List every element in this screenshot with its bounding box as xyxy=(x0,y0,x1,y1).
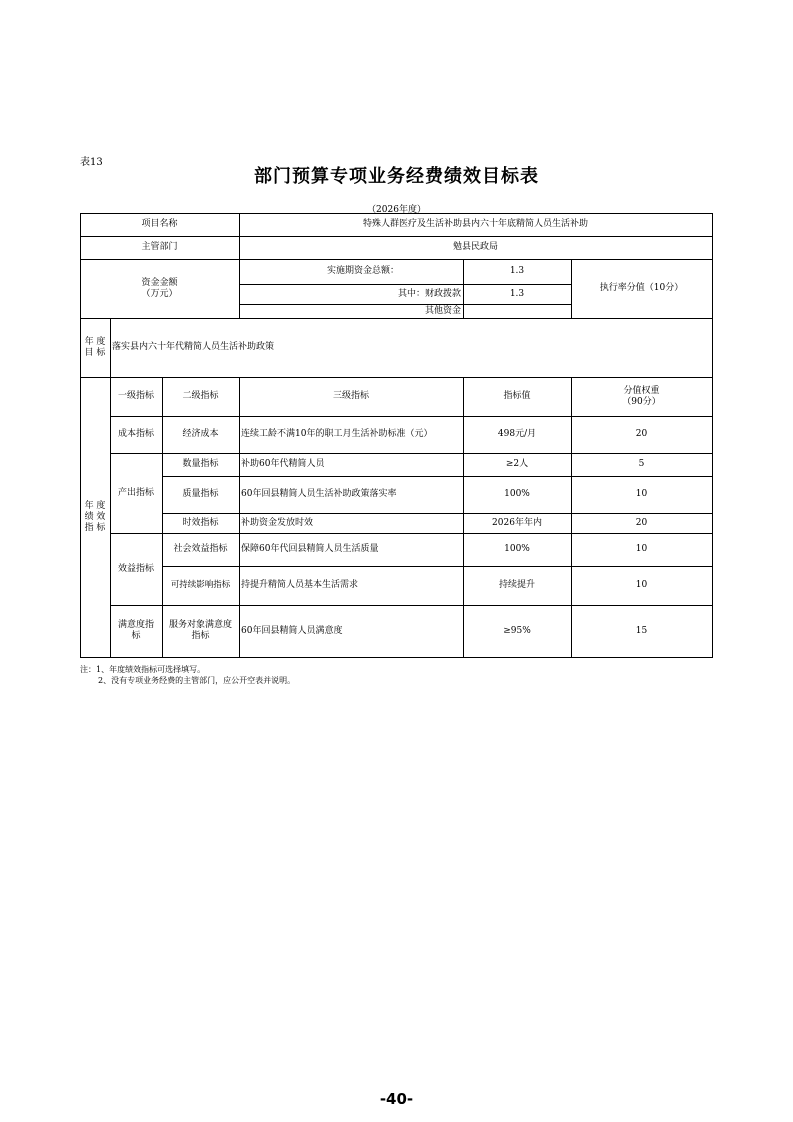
table-row-level3: 补助60年代精简人员 xyxy=(241,459,325,469)
table-row-level2: 数量指标 xyxy=(182,459,219,469)
table-row-value: ≥2人 xyxy=(505,459,529,469)
table-row-weight: 20 xyxy=(635,429,648,439)
table-row-level3: 保障60年代回县精简人员生活质量 xyxy=(241,544,379,554)
fiscal-funds-value: 1.3 xyxy=(509,288,525,299)
annual-goal-label: 年 度 目 标 xyxy=(84,336,106,358)
page-title: 部门预算专项业务经费绩效目标表 xyxy=(254,166,539,187)
level1-output: 产出指标 xyxy=(117,487,154,498)
table-row-weight: 10 xyxy=(635,580,648,590)
level1-cost: 成本指标 xyxy=(117,429,154,439)
header-level3: 三级指标 xyxy=(332,391,369,401)
other-funds-label: 其他资金 xyxy=(424,305,461,316)
table-row-weight: 20 xyxy=(635,517,648,528)
header-value: 指标值 xyxy=(503,391,531,401)
funds-label-line1: 资金金额 xyxy=(141,277,178,288)
table-number: 表13 xyxy=(80,157,103,168)
header-level1: 一级指标 xyxy=(117,391,154,401)
table-row-level2: 社会效益指标 xyxy=(173,544,228,554)
table-row-weight: 15 xyxy=(635,625,648,636)
table-row-value: 100% xyxy=(504,544,530,554)
table-row-level2: 质量指标 xyxy=(182,489,219,499)
department-value: 勉县民政局 xyxy=(452,242,498,252)
project-name-label: 项目名称 xyxy=(141,219,178,229)
table-row-level3: 60年回县精简人员生活补助政策落实率 xyxy=(241,489,397,499)
funds-label-line2: （万元） xyxy=(141,288,178,299)
total-funds-label: 实施期资金总额： xyxy=(326,266,399,276)
execution-rate-label: 执行率分值（10分） xyxy=(599,283,684,293)
project-name-value: 特殊人群医疗及生活补助县内六十年底精简人员生活补助 xyxy=(362,219,588,229)
notes xyxy=(80,664,295,686)
table-row-level3: 持提升精简人员基本生活需求 xyxy=(241,580,359,590)
note-line-1: 注：1、年度绩效指标可选择填写。 xyxy=(80,665,206,674)
table-row-value: 持续提升 xyxy=(498,580,535,590)
note-line-2: 2、没有专项业务经费的主管部门，应公开空表并说明。 xyxy=(98,676,296,685)
other-funds-value xyxy=(463,304,571,318)
fiscal-year: （2026年度） xyxy=(367,205,426,215)
level1-satisfaction: 满意度指标 xyxy=(117,620,154,641)
page-number: -40- xyxy=(379,1090,414,1108)
indicators-section-label: 年 度 绩 效 指 标 xyxy=(84,500,106,533)
department-label: 主管部门 xyxy=(141,242,178,252)
table-row-value: 100% xyxy=(504,489,530,499)
table-row-value: 2026年年内 xyxy=(492,517,542,528)
table-row-weight: 10 xyxy=(635,489,648,499)
table-row-level2: 服务对象满意度指标 xyxy=(168,620,232,641)
total-funds-value: 1.3 xyxy=(509,266,525,276)
header-weight xyxy=(571,377,712,416)
annual-goal-text: 落实县内六十年代精简人员生活补助政策 xyxy=(112,342,275,352)
table-row-weight: 10 xyxy=(635,544,648,554)
header-level2: 二级指标 xyxy=(182,391,219,401)
table-row-value: ≥95% xyxy=(503,625,531,636)
table-row-level3: 补助资金发放时效 xyxy=(241,517,314,528)
fiscal-funds-label: 其中：财政拨款 xyxy=(397,288,461,299)
table-row-level2: 可持续影响指标 xyxy=(170,580,231,590)
table-row-level2: 经济成本 xyxy=(182,429,219,439)
funds-label xyxy=(80,259,239,318)
table-row-value: 498元/月 xyxy=(497,429,537,439)
table-row-weight: 5 xyxy=(638,459,645,469)
table-row-level2: 时效指标 xyxy=(182,517,219,528)
level1-benefit: 效益指标 xyxy=(117,563,154,574)
table-row-level3: 60年回县精简人员满意度 xyxy=(241,625,343,636)
table-row-level3: 连续工龄不满10年的职工月生活补助标准（元） xyxy=(241,429,433,439)
header-weight-line2: （90分） xyxy=(622,396,661,407)
header-weight-line1: 分值权重 xyxy=(623,385,660,396)
